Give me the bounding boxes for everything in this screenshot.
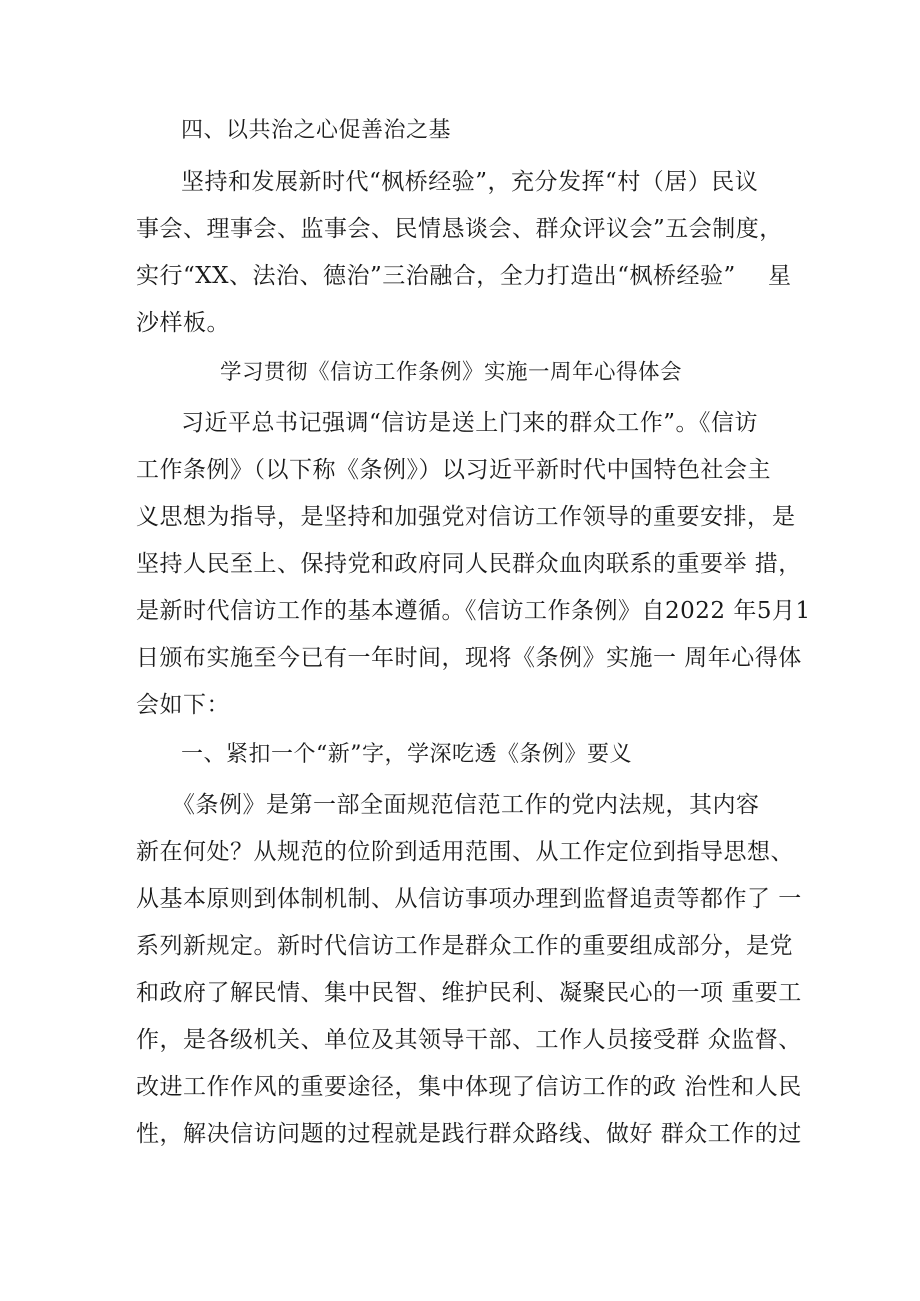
paragraph-line: 是新时代信访工作的基本遵循。《信访工作条例》自2022 年5月1: [136, 598, 811, 624]
paragraph-line: 是党: [746, 933, 793, 959]
paragraph-line: 实行“XX、法治、德治”三治融合，全力打造出“枫桥经验”: [136, 263, 736, 289]
section-1-heading: 一、紧扣一个“新”字，学深吃透《条例》要义: [181, 742, 632, 767]
paragraph-line: 义思想为指导，是坚持和加强党对信访工作领导的重要安排，: [136, 504, 771, 530]
paragraph-line: 习近平总书记强调“信访是送上门来的群众工作”。《信访: [181, 410, 759, 436]
paragraph-line: 坚持和发展新时代“枫桥经验”，充分发挥“村（居）民议: [181, 169, 759, 195]
article-title: 学习贯彻《信访工作条例》实施一周年心得体会: [220, 360, 683, 385]
paragraph-line: 沙样板。: [136, 310, 230, 336]
paragraph-line: 从基本原则到体制机制、从信访事项办理到监督追责等都作了 一: [136, 886, 802, 912]
paragraph-line: 《条例》是第一部全面规范信范工作的党内法规，其内容: [172, 792, 760, 818]
paragraph-line: 坚持人民至上、保持党和政府同人民群众血肉联系的重要举 措，: [136, 551, 802, 577]
paragraph-line: 改进工作作风的重要途径，集中体现了信访工作的政 治性和人民: [136, 1074, 802, 1100]
paragraph-line: 是: [772, 504, 796, 530]
paragraph-line: 日颁布实施至今已有一年时间，现将《条例》实施一 周年心得体: [136, 645, 802, 671]
section-4-heading: 四、以共治之心促善治之基: [181, 118, 452, 143]
paragraph-line: 作，是各级机关、单位及其领导干部、工作人员接受群 众监督、: [136, 1027, 802, 1053]
paragraph-line: 系列新规定。新时代信访工作是群众工作的重要组成部分，: [136, 933, 747, 959]
paragraph-line: 会如下：: [136, 692, 230, 718]
paragraph-line: 星: [768, 263, 792, 289]
paragraph-line: 和政府了解民情、集中民智、维护民利、凝聚民心的一项 重要工: [136, 980, 802, 1006]
paragraph-line: 性，解决信访问题的过程就是践行群众路线、做好 群众工作的过: [136, 1121, 802, 1147]
paragraph-line: 新在何处？从规范的位阶到适用范围、从工作定位到指导思想、: [136, 839, 794, 865]
paragraph-line: 工作条例》（以下称《条例》）以习近平新时代中国特色社会主: [136, 457, 771, 483]
paragraph-line: 事会、理事会、监事会、民情恳谈会、群众评议会”五会制度，: [136, 216, 783, 242]
